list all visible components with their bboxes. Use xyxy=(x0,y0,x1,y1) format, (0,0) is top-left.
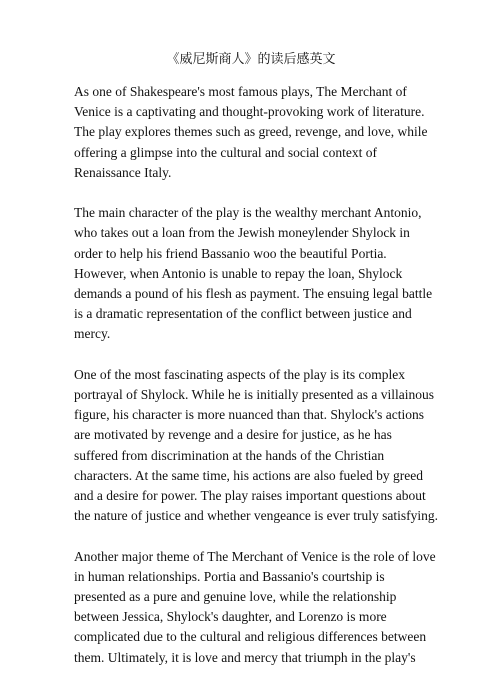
paragraph-line: in human relationships. Portia and Bassanio's courtship is xyxy=(74,568,385,584)
paragraph-line: is a dramatic representation of the conflict between justice and xyxy=(74,306,412,322)
paragraph-line: One of the most fascinating aspects of the play is its complex xyxy=(74,366,406,382)
paragraph-line: presented as a pure and genuine love, while the relationship xyxy=(74,589,397,605)
document-title: 《威尼斯商人》的读后感英文 xyxy=(166,52,336,67)
paragraph-2 xyxy=(74,203,433,344)
paragraph-3 xyxy=(74,365,438,527)
paragraph-line: them. Ultimately, it is love and mercy that triumph in the play's xyxy=(74,649,416,665)
paragraph-line: portrayal of Shylock. While he is initially presented as a villainous xyxy=(74,387,435,403)
paragraph-4 xyxy=(74,547,436,668)
paragraph-line: However, when Antonio is unable to repay the loan, Shylock xyxy=(74,265,403,281)
paragraph-line: complicated due to the cultural and religious differences between xyxy=(74,629,427,645)
paragraph-line: characters. At the same time, his actions are also fueled by greed xyxy=(74,467,423,483)
paragraph-line: offering a glimpse into the cultural and social context of xyxy=(74,144,378,160)
paragraph-line: figure, his character is more nuanced than that. Shylock's actions xyxy=(74,407,424,423)
paragraph-line: mercy. xyxy=(74,326,111,342)
document-body xyxy=(74,82,438,688)
paragraph-1 xyxy=(74,82,426,183)
paragraph-line: the nature of justice and whether vengeance is ever truly satisfying. xyxy=(74,508,438,524)
paragraph-line: who takes out a loan from the Jewish moneylender Shylock in xyxy=(74,225,410,241)
paragraph-line: are motivated by revenge and a desire for justice, as he has xyxy=(74,427,392,443)
paragraph-line: demands a pound of his flesh as payment. The ensuing legal battle xyxy=(74,286,433,302)
paragraph-line: Renaissance Italy. xyxy=(74,164,172,180)
paragraph-line: As one of Shakespeare's most famous plays, The Merchant of xyxy=(74,84,407,99)
paragraph-line: order to help his friend Bassanio woo the beautiful Portia. xyxy=(74,245,387,261)
paragraph-line: Venice is a captivating and thought-provoking work of literature. xyxy=(74,104,425,120)
paragraph-line: The play explores themes such as greed, revenge, and love, while xyxy=(74,124,428,140)
paragraph-line: and a desire for power. The play raises important questions about xyxy=(74,488,426,504)
paragraph-line: between Jessica, Shylock's daughter, and Lorenzo is more xyxy=(74,609,387,625)
paragraph-line: The main character of the play is the wealthy merchant Antonio, xyxy=(74,205,422,221)
paragraph-line: Another major theme of The Merchant of Venice is the role of love xyxy=(74,548,436,564)
paragraph-line: suffered from discrimination at the hands of the Christian xyxy=(74,447,385,463)
